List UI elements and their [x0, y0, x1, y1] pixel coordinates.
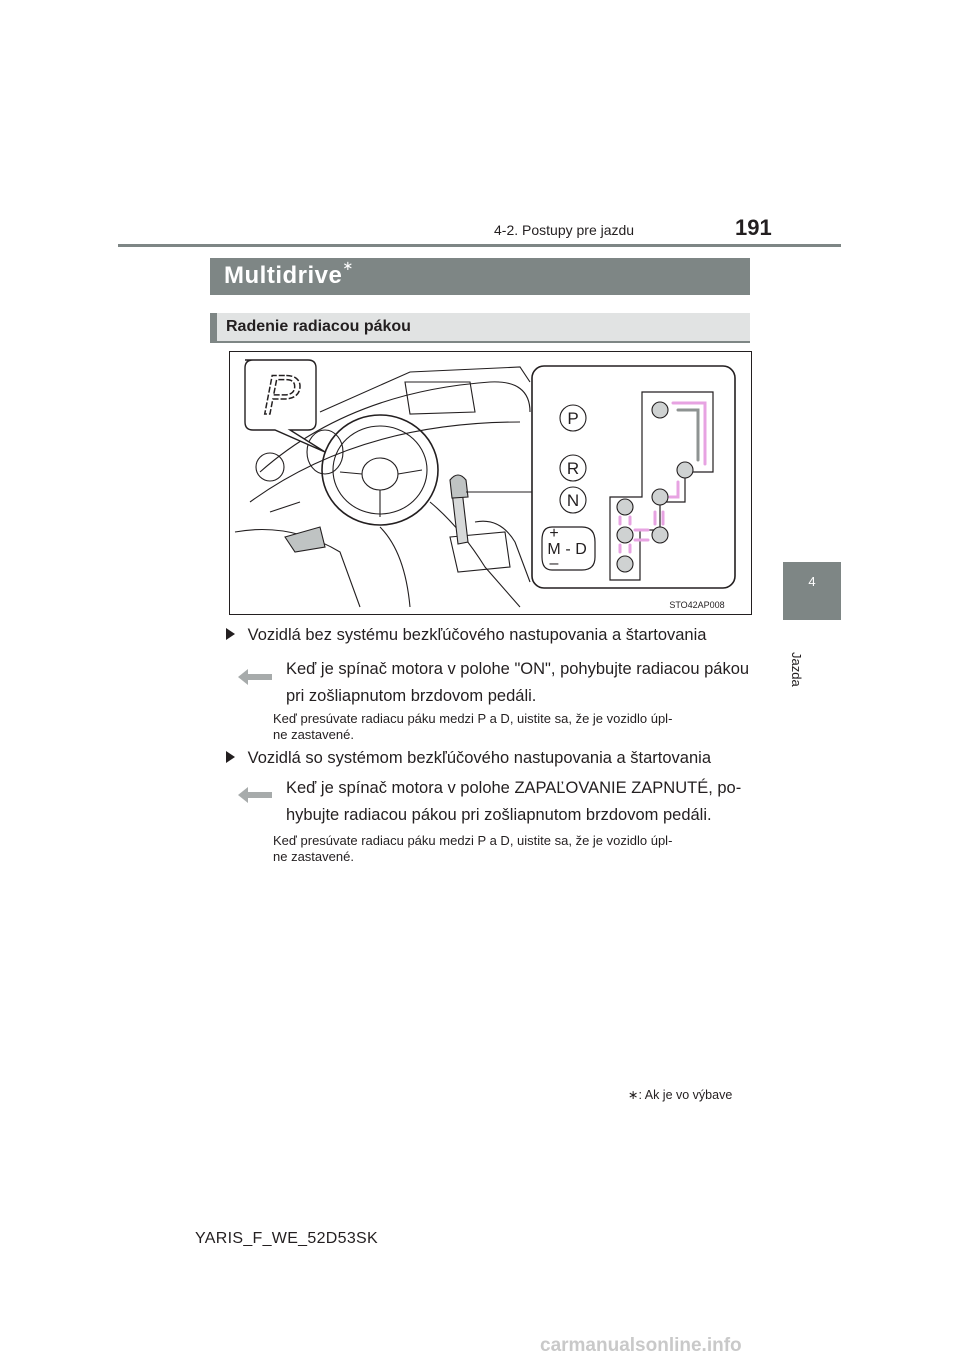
- subsection-title: Radenie radiacou pákou: [226, 318, 411, 335]
- note-2-line-1: Keď presúvate radiacu páku medzi P a D, uistite sa, že je vozidlo úpl-: [273, 833, 673, 848]
- subsection-accent: [210, 313, 217, 341]
- bullet-triangle-icon: [226, 751, 235, 763]
- instruction-2-line-2: hybujte radiacou pákou pri zošliapnutom brzdovom pedáli.: [286, 806, 712, 824]
- note-1-line-1: Keď presúvate radiacu páku medzi P a D, uistite sa, že je vozidlo úpl-: [273, 711, 673, 726]
- shift-lever-illustration: [229, 351, 752, 615]
- footnote-text: : Ak je vo výbave: [638, 1088, 733, 1102]
- instruction-1-line-1: Keď je spínač motora v polohe "ON", pohybujte radiacou pákou: [286, 660, 750, 678]
- condition-heading-1: [226, 626, 706, 645]
- step-arrow-icon: [236, 786, 274, 809]
- page-number: 191: [735, 215, 772, 240]
- note-1: [273, 711, 745, 743]
- position-m-label: M: [547, 541, 561, 558]
- optional-equipment-marker: ∗: [342, 258, 354, 273]
- position-d-label: D: [575, 541, 587, 558]
- display-letter: P: [263, 363, 301, 426]
- chapter-tab: [783, 562, 841, 620]
- instruction-2: [286, 775, 756, 829]
- instruction-1: [286, 656, 756, 710]
- note-1-line-2: ne zastavené.: [273, 727, 354, 742]
- running-header-section: 4-2. Postupy pre jazdu: [494, 222, 635, 238]
- position-p-label: P: [567, 409, 579, 428]
- watermark: carmanualsonline.info: [540, 1335, 742, 1356]
- plus-label: +: [549, 525, 559, 542]
- illustration-code: STO42AP008: [669, 600, 725, 610]
- chapter-name-text: Jazda: [789, 652, 804, 687]
- condition-heading-1-text: Vozidlá bez systému bezkľúčového nastupovania a štartovania: [247, 626, 707, 644]
- document-code: YARIS_F_WE_52D53SK: [195, 1230, 378, 1247]
- illustration-svg: [230, 352, 751, 614]
- condition-heading-2-text: Vozidlá so systémom bezkľúčového nastupovania a štartovania: [247, 749, 712, 767]
- position-n-label: N: [566, 491, 580, 510]
- chapter-name: [790, 652, 804, 712]
- position-r-label: R: [566, 459, 580, 478]
- dash-label: -: [565, 541, 571, 558]
- bullet-triangle-icon: [226, 628, 235, 640]
- minus-label: –: [549, 555, 559, 572]
- note-2-line-2: ne zastavené.: [273, 849, 354, 864]
- header-rule: [118, 244, 841, 247]
- footnote-marker: ∗: [628, 1088, 639, 1102]
- step-arrow-icon: [236, 668, 274, 691]
- footnote: [628, 1087, 732, 1102]
- chapter-number: 4: [808, 574, 816, 589]
- condition-heading-2: [226, 749, 711, 768]
- section-title-text: Multidrive: [224, 262, 343, 289]
- instruction-2-line-1: Keď je spínač motora v polohe ZAPAĽOVANIE ZAPNUTÉ, po-: [286, 779, 742, 797]
- note-2: [273, 833, 745, 865]
- instruction-1-line-2: pri zošliapnutom brzdovom pedáli.: [286, 687, 537, 705]
- section-title: [224, 258, 354, 290]
